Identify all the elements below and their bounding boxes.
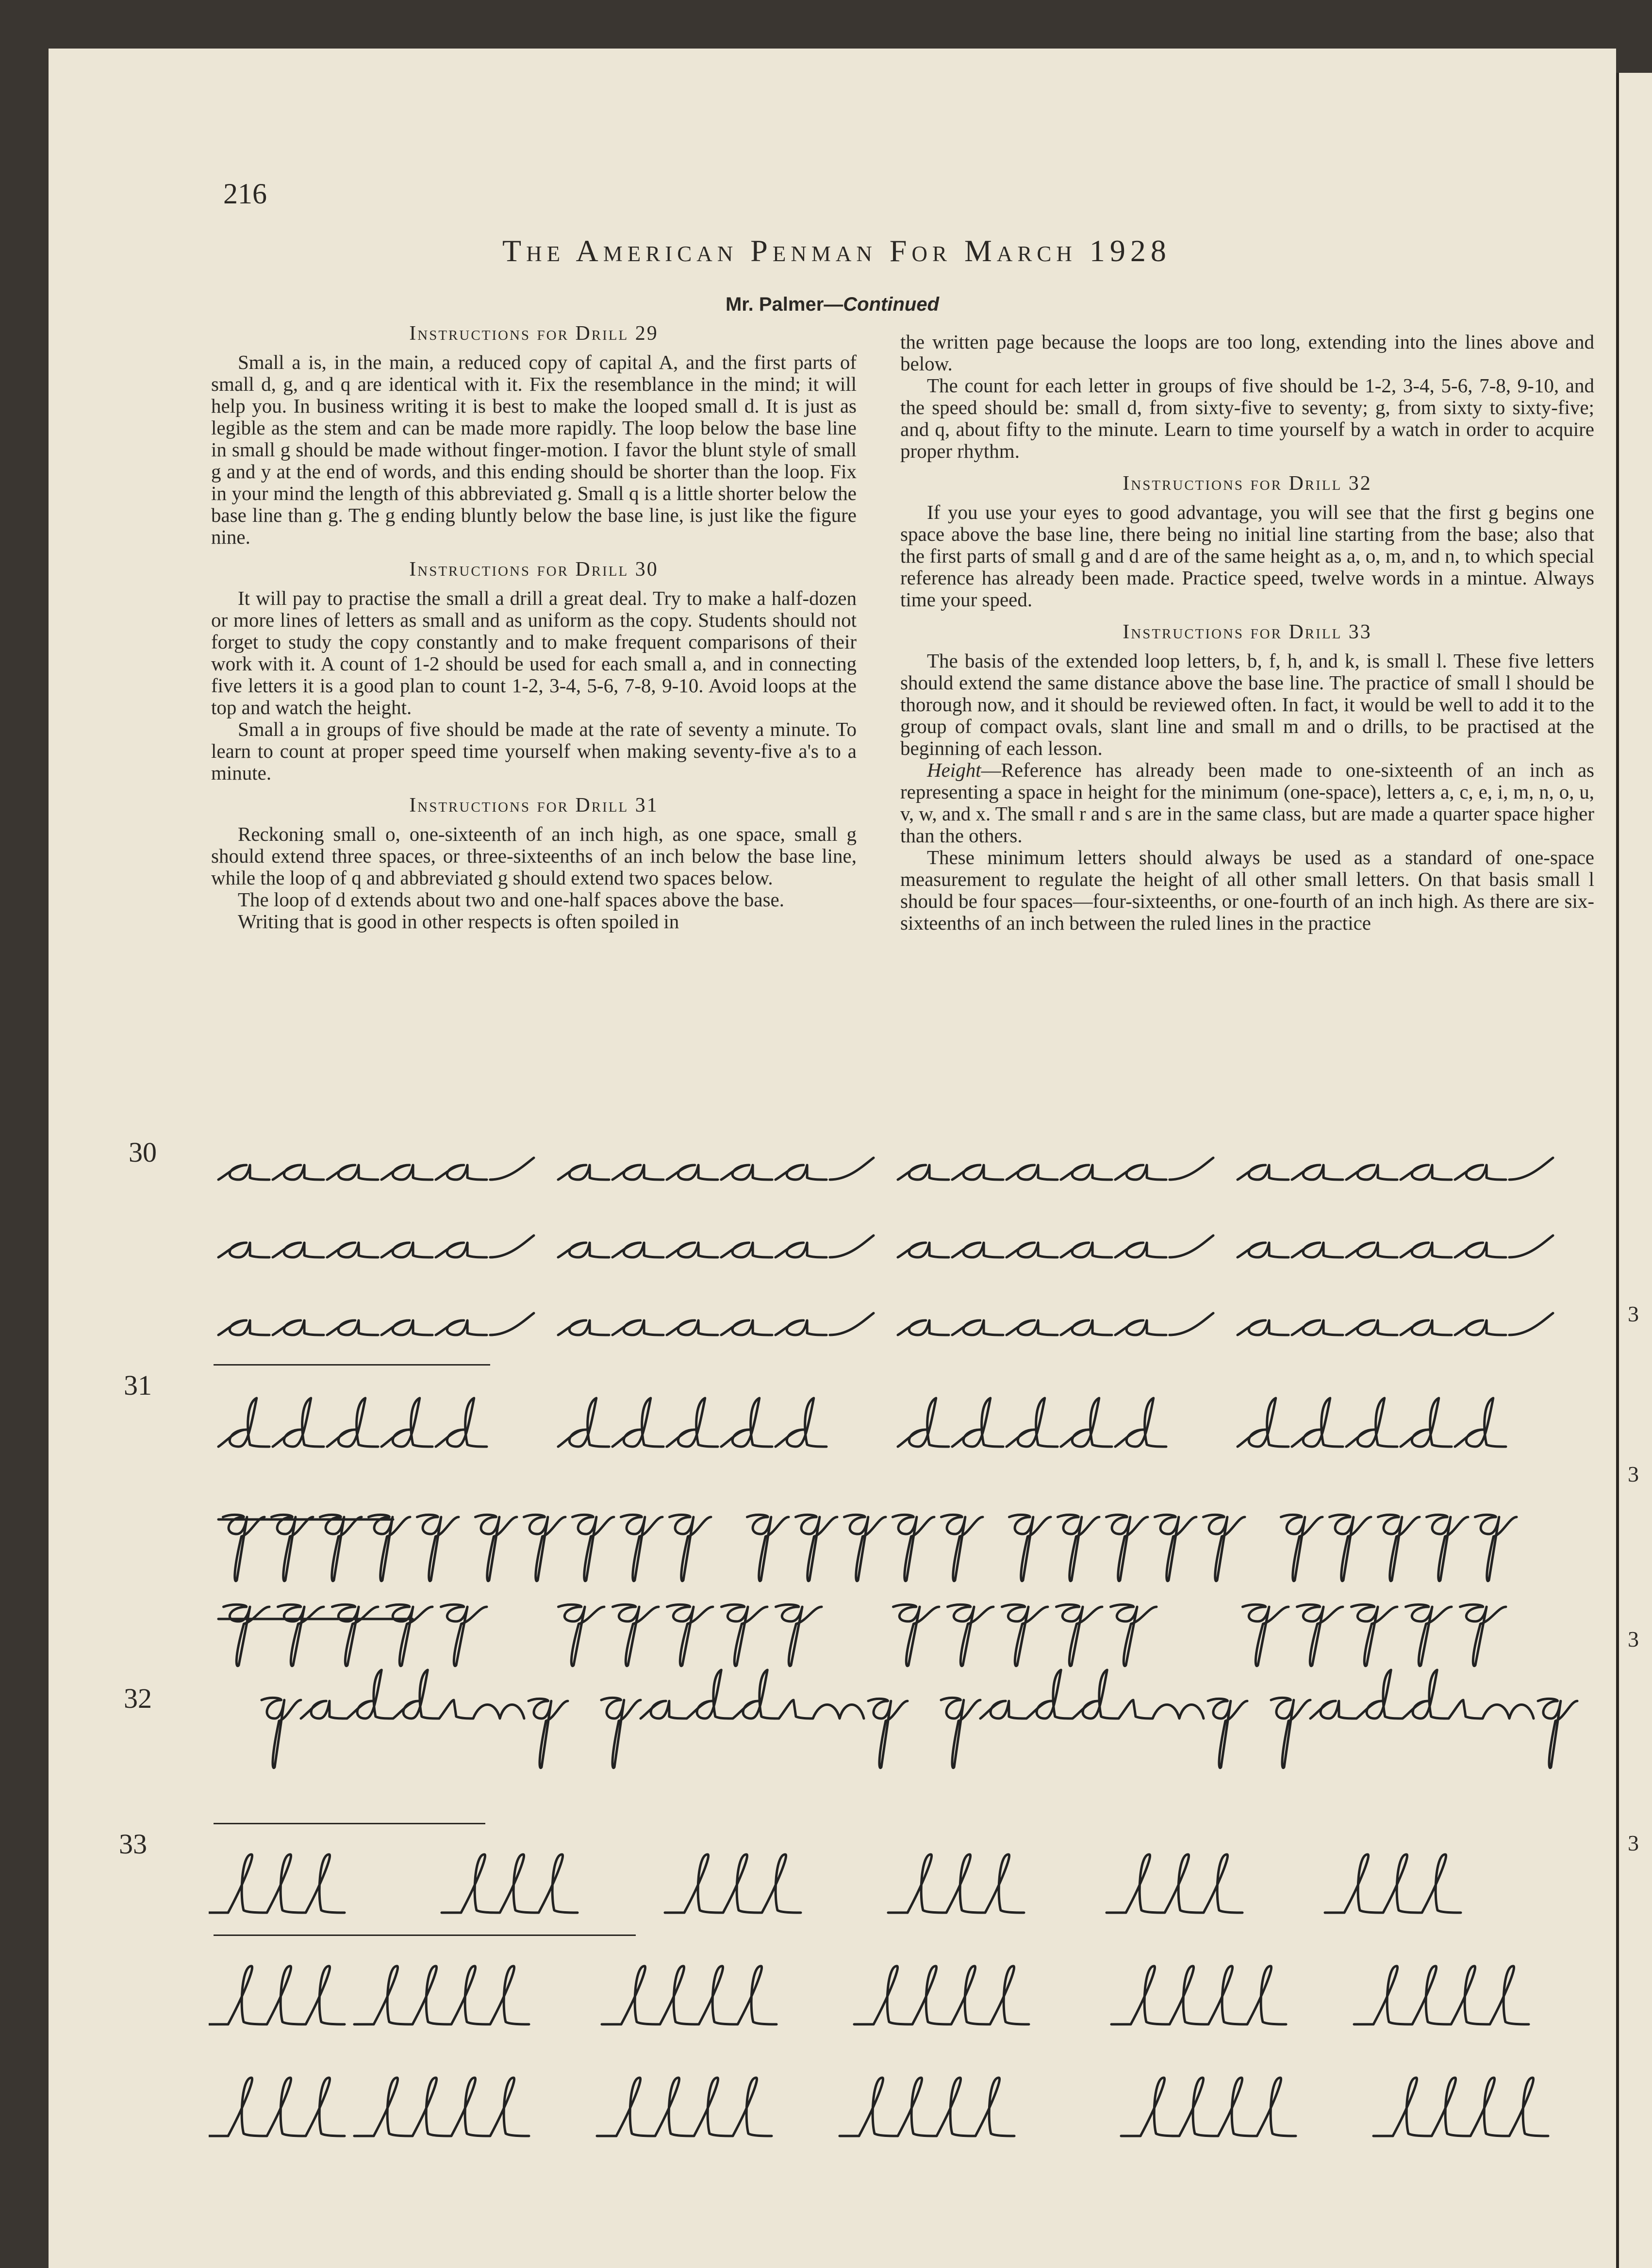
letter-group-l (228, 2078, 345, 2136)
left-column (211, 323, 857, 933)
gutter-mark: 3 (1628, 1462, 1639, 1486)
drill-number-32: 32 (124, 1683, 152, 1714)
penmanship-row-g (209, 1485, 1577, 1592)
gutter-mark: 3 (1628, 1627, 1639, 1651)
letter-group-g (1009, 1515, 1245, 1581)
divider-rule (214, 1934, 636, 1936)
letter-group-l (621, 1966, 776, 2024)
letter-group-a (218, 1165, 487, 1180)
paragraph: These minimum letters should always be used as a standard of one-space measurement to regulate the height of all other small letters. On that basis small l should be four spaces—four-sixteenths, or one-fourth of an inch high. As there are six-sixteenths of an inch between the ruled lines in the practice (900, 846, 1594, 934)
gutter-mark: 3 (1628, 1301, 1639, 1326)
word-gadding (1271, 1670, 1577, 1768)
connector-stroke (830, 1158, 874, 1180)
letter-group-a (558, 1320, 826, 1335)
letter-group-g (476, 1515, 711, 1581)
penmanship-row-l-3 (209, 2053, 1577, 2151)
connector-stroke (1170, 1158, 1213, 1180)
paragraph: the written page because the loops are too long, extending into the lines above and below. (900, 331, 1594, 375)
paragraph: It will pay to practise the small a drill a great deal. Try to make a half-dozen or more lines of letters as small and as uniform as the copy. Students should not forget to study the copy constantly and to make frequent comparisons of their work with it. A count of 1-2 should be used for each small a, and in connecting five letters it is a good plan to count 1-2, 3-4, 5-6, 7-8, 9-10. Avoid loops at the top and watch the height. (211, 587, 857, 718)
letter-group-a (1238, 1243, 1506, 1257)
word-gadding (601, 1670, 908, 1768)
paragraph: The loop of d extends about two and one-half spaces above the base. (238, 888, 784, 911)
letter-group-l (1131, 1966, 1286, 2024)
connector-stroke (830, 1313, 874, 1335)
section-heading: Instructions for Drill 33 (1123, 621, 1372, 643)
letter-group-l (1344, 1854, 1461, 1913)
connector-stroke (830, 1235, 874, 1257)
penmanship-row-a-2 (209, 1204, 1577, 1277)
connector-stroke (490, 1235, 534, 1257)
letter-group-l (1373, 1966, 1529, 2024)
paragraph (900, 759, 1594, 847)
section-heading: Instructions for Drill 31 (409, 794, 659, 817)
letter-group-d (1238, 1398, 1506, 1447)
right-column (900, 331, 1594, 934)
letter-group-a (218, 1320, 487, 1335)
connector-stroke (490, 1313, 534, 1335)
connector-stroke (1170, 1235, 1213, 1257)
divider-rule (214, 1364, 490, 1366)
letter-group-a (558, 1165, 826, 1180)
section-heading: Instructions for Drill 29 (409, 322, 659, 345)
letter-group-g (1281, 1515, 1517, 1581)
letter-group-a (1238, 1320, 1506, 1335)
section-heading: Instructions for Drill 32 (1123, 472, 1372, 495)
letter-group-l (1126, 1854, 1242, 1913)
drill-number-31: 31 (124, 1369, 152, 1401)
letter-group-g (747, 1515, 983, 1581)
connector-stroke (1509, 1158, 1553, 1180)
penmanship-row-l-2 (209, 1942, 1577, 2039)
drill-number-30: 30 (129, 1136, 157, 1168)
byline-continued: Continued (843, 294, 940, 315)
penmanship-row-gadding (252, 1665, 1592, 1772)
connector-stroke (1170, 1313, 1213, 1335)
facing-page-edge (1616, 73, 1652, 2268)
letter-group-a (218, 1243, 487, 1257)
letter-group-d (558, 1398, 826, 1447)
letter-group-q (224, 1604, 487, 1666)
letter-group-d (218, 1398, 487, 1447)
penmanship-row-a-3 (209, 1282, 1577, 1354)
word-gadding (941, 1670, 1247, 1768)
letter-group-l (228, 1854, 345, 1913)
paragraph: The count for each letter in groups of five should be 1-2, 3-4, 5-6, 7-8, 9-10, and the speed should be: small d, from sixty-five to seventy; g, from sixty to sixty-five; and q, about fifty to the minute. Learn to time yourself by a watch in order to acquire proper rhythm. (900, 374, 1594, 462)
italic-term: Height (927, 759, 981, 781)
letter-group-q (893, 1604, 1157, 1666)
letter-group-l (908, 1854, 1024, 1913)
letter-group-l (374, 2078, 529, 2136)
letter-group-l (874, 1966, 1029, 2024)
letter-group-d (898, 1398, 1166, 1447)
letter-group-a (1238, 1165, 1506, 1180)
letter-group-l (616, 2078, 772, 2136)
penmanship-row-d (209, 1374, 1577, 1461)
connector-stroke (1509, 1313, 1553, 1335)
connector-stroke (1509, 1235, 1553, 1257)
running-title: The American Penman For March 1928 (502, 233, 1171, 268)
letter-group-g (223, 1515, 459, 1581)
divider-rule (214, 1823, 485, 1824)
letter-group-a (898, 1320, 1166, 1335)
paragraph: The basis of the extended loop letters, b, f, h, and k, is small l. These five letters should extend the same distance above the base line. The practice of small l should be thorough now, and it should be reviewed often. In fact, it would be well to add it to the group of compact ovals, slant line and small m and o drills, to be practised at the beginning of each lesson. (900, 650, 1594, 759)
paragraph: Writing that is good in other respects is often spoiled in (238, 910, 679, 933)
paragraph: Small a is, in the main, a reduced copy of capital A, and the first parts of small d, g, and q are identical with it. Fix the resemblance in the mind; it will help you. In business writing it is best to make the looped small d. It is just as legible as the stem and can be made more rapidly. The loop below the base line in small g should be made without finger-motion. I favor the blunt style of small g and y at the end of words, and this ending should be shorter than the loop. Fix in your mind the length of this abbreviated g. Small q is a little shorter below the base line than g. The g ending bluntly below the base line, is just like the figure nine. (211, 351, 857, 548)
letter-group-a (898, 1243, 1166, 1257)
letter-group-l (461, 1854, 578, 1913)
letter-group-q (559, 1604, 822, 1666)
letter-group-l (1140, 2078, 1296, 2136)
magazine-page (49, 49, 1616, 2268)
page-number: 216 (223, 178, 267, 210)
letter-group-q (1243, 1604, 1506, 1666)
drill-number-33: 33 (119, 1828, 147, 1860)
letter-group-a (898, 1165, 1166, 1180)
connector-stroke (490, 1158, 534, 1180)
letter-group-l (859, 2078, 1014, 2136)
section-heading: Instructions for Drill 30 (409, 558, 659, 581)
paragraph: Small a in groups of five should be made at the rate of seventy a minute. To learn to count at proper speed time yourself when making seventy-five a's to a minute. (211, 718, 857, 784)
letter-group-l (684, 1854, 801, 1913)
paragraph: If you use your eyes to good advantage, you will see that the first g begins one space above the base line, there being no initial line starting from the base; also that the first parts of small g and d are of the same height as a, o, m, and n, to which special reference has already been made. Practice speed, twelve words in a mintue. Always time your speed. (900, 501, 1594, 611)
paragraph: Reckoning small o, one-sixteenth of an inch high, as one space, small g should extend three spaces, or three-sixteenths of an inch below the base line, while the loop of q and abbreviated g should extend two spaces below. (211, 823, 857, 889)
letter-group-l (228, 1966, 345, 2024)
byline (49, 294, 1616, 316)
word-gadding (262, 1670, 568, 1768)
byline-author: Mr. Palmer— (725, 294, 843, 315)
penmanship-row-l-1 (209, 1830, 1577, 1927)
paragraph-text: —Reference has already been made to one-sixteenth of an inch as representing a space in height for the minimum (one-space), letters a, c, e, i, m, n, o, u, v, w, and x. The small r and s are in the same class, but are made a quarter space higher than the others. (900, 759, 1594, 847)
penmanship-row-a-1 (209, 1126, 1577, 1199)
letter-group-l (1393, 2078, 1548, 2136)
letter-group-a (558, 1243, 826, 1257)
letter-group-l (374, 1966, 529, 2024)
gutter-mark: 3 (1628, 1831, 1639, 1855)
